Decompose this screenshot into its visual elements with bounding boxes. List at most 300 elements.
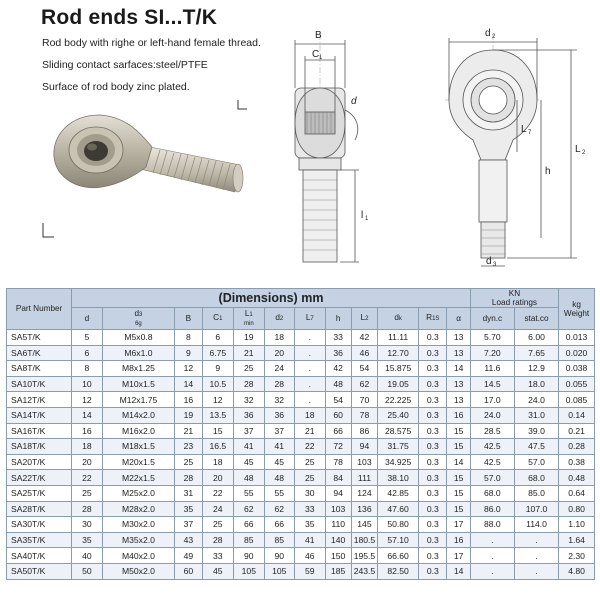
part-number-cell: SA25T/K (7, 485, 72, 501)
table-cell: 11.11 (378, 330, 419, 346)
table-cell: 114.0 (514, 517, 558, 533)
side-view (295, 34, 359, 262)
table-cell: 17.0 (470, 392, 514, 408)
dim-d-label: d (351, 96, 357, 107)
part-number-cell: SA12T/K (7, 392, 72, 408)
table-cell: 32 (264, 392, 294, 408)
table-cell: 68.0 (470, 485, 514, 501)
table-cell: 24 (264, 361, 294, 377)
table-cell: 45 (234, 454, 264, 470)
col-l1: L1 min (234, 308, 264, 330)
table-cell: 30 (72, 517, 102, 533)
table-cell: 33 (295, 501, 325, 517)
table-cell: 35 (175, 501, 202, 517)
table-cell: 60 (325, 407, 351, 423)
dim-h-label: h (545, 166, 551, 177)
table-cell: 14.5 (470, 376, 514, 392)
table-cell: . (295, 330, 325, 346)
table-cell: 88.0 (470, 517, 514, 533)
table-cell: 41 (295, 532, 325, 548)
table-cell: 39.0 (514, 423, 558, 439)
table-cell: 13 (447, 376, 470, 392)
table-cell: 86 (351, 423, 377, 439)
dim-l1-label: l (361, 210, 364, 221)
part-number-cell: SA50T/K (7, 563, 72, 579)
table-cell: 13.5 (202, 407, 234, 423)
table-cell: M22x1.5 (102, 470, 175, 486)
table-cell: 19.05 (378, 376, 419, 392)
table-cell: 11.6 (470, 361, 514, 377)
table-cell: 22 (72, 470, 102, 486)
table-cell: 18.0 (514, 376, 558, 392)
table-cell: 1.10 (559, 517, 595, 533)
header-load-ratings: KN Load ratings (470, 289, 558, 308)
table-cell: 78 (325, 454, 351, 470)
table-cell: 7.65 (514, 345, 558, 361)
table-cell: 185 (325, 563, 351, 579)
table-cell: 12.9 (514, 361, 558, 377)
table-row (7, 548, 595, 564)
table-cell: 28.575 (378, 423, 419, 439)
table-cell: 54 (325, 392, 351, 408)
table-cell: 37 (175, 517, 202, 533)
table-cell: 24.0 (470, 407, 514, 423)
table-cell: M18x1.5 (102, 439, 175, 455)
table-cell: 110 (325, 517, 351, 533)
dim-l2-label: L (575, 144, 581, 155)
table-cell: 34.925 (378, 454, 419, 470)
table-cell: 62 (234, 501, 264, 517)
table-cell: M28x2.0 (102, 501, 175, 517)
table-cell: 45 (264, 454, 294, 470)
dim-d3-sub: 3 (493, 262, 497, 268)
table-cell: 0.3 (419, 501, 447, 517)
table-row (7, 563, 595, 579)
table-cell: 15 (447, 485, 470, 501)
corner-mark-top (238, 100, 247, 109)
table-cell: 13 (447, 345, 470, 361)
table-cell: M40x2.0 (102, 548, 175, 564)
table-cell: 78 (351, 407, 377, 423)
table-cell: . (514, 563, 558, 579)
col-d3: d3 6g (102, 308, 175, 330)
table-cell: 9 (202, 361, 234, 377)
col-stat-co: stat.co (514, 308, 558, 330)
table-cell: 140 (325, 532, 351, 548)
table-cell: 12 (72, 392, 102, 408)
part-number-cell: SA28T/K (7, 501, 72, 517)
table-cell: 42 (325, 361, 351, 377)
table-body (7, 330, 595, 580)
table-cell: 103 (351, 454, 377, 470)
table-cell: 16 (175, 392, 202, 408)
table-cell: 21 (295, 423, 325, 439)
table-cell: 0.013 (559, 330, 595, 346)
table-cell: 25 (175, 454, 202, 470)
table-cell: 31.75 (378, 439, 419, 455)
table-cell: 8 (175, 330, 202, 346)
part-number-cell: SA20T/K (7, 454, 72, 470)
table-row (7, 517, 595, 533)
part-number-cell: SA6T/K (7, 345, 72, 361)
table-cell: 0.38 (559, 454, 595, 470)
table-cell: 0.3 (419, 376, 447, 392)
table-cell: 0.64 (559, 485, 595, 501)
part-number-cell: SA35T/K (7, 532, 72, 548)
table-cell: 0.3 (419, 485, 447, 501)
table-cell: 28 (202, 532, 234, 548)
corner-mark-bottom (43, 223, 54, 237)
table-cell: 10 (72, 376, 102, 392)
rod-eye-head (54, 115, 152, 188)
table-cell: 66 (325, 423, 351, 439)
dim-l2-sub: 2 (582, 150, 586, 156)
table-cell: 84 (325, 470, 351, 486)
description-line-3: Surface of rod body zinc plated. (42, 81, 190, 93)
table-cell: 21 (175, 423, 202, 439)
table-cell: 6 (202, 330, 234, 346)
dim-l7-label: L (521, 124, 527, 135)
table-cell: M6x1.0 (102, 345, 175, 361)
table-cell: 105 (234, 563, 264, 579)
table-cell: 19 (175, 407, 202, 423)
table-cell: 103 (325, 501, 351, 517)
table-cell: 18 (295, 407, 325, 423)
part-number-cell: SA8T/K (7, 361, 72, 377)
description-line-1: Rod body with righe or left-hand female thread. (42, 37, 261, 49)
table-cell: 0.3 (419, 330, 447, 346)
table-cell: M35x2.0 (102, 532, 175, 548)
table-cell: 0.3 (419, 407, 447, 423)
table-cell: . (470, 563, 514, 579)
table-cell: 31 (175, 485, 202, 501)
dim-d2-sub: 2 (492, 34, 496, 40)
table-cell: 37 (264, 423, 294, 439)
table-cell: 90 (264, 548, 294, 564)
table-row (7, 376, 595, 392)
col-r1s: R1S (419, 308, 447, 330)
part-number-cell: SA18T/K (7, 439, 72, 455)
table-cell: 32 (234, 392, 264, 408)
table-cell: 46 (295, 548, 325, 564)
table-cell: M20x1.5 (102, 454, 175, 470)
table-cell: 22 (202, 485, 234, 501)
table-row (7, 392, 595, 408)
table-cell: 57.0 (470, 470, 514, 486)
col-b: B (175, 308, 202, 330)
table-cell: 20 (202, 470, 234, 486)
table-cell: 12.70 (378, 345, 419, 361)
table-cell: 28 (72, 501, 102, 517)
table-cell: 35 (72, 532, 102, 548)
table-cell: 105 (264, 563, 294, 579)
table-cell: 0.020 (559, 345, 595, 361)
table-cell: 31.0 (514, 407, 558, 423)
table-cell: 85 (234, 532, 264, 548)
table-cell: 0.28 (559, 439, 595, 455)
table-cell: 28 (264, 376, 294, 392)
table-cell: 0.038 (559, 361, 595, 377)
table-cell: 28.5 (470, 423, 514, 439)
table-cell: 145 (351, 517, 377, 533)
table-row (7, 345, 595, 361)
col-dk: dk (378, 308, 419, 330)
table-cell: 18 (264, 330, 294, 346)
table-cell: 14 (447, 454, 470, 470)
table-cell: 195.5 (351, 548, 377, 564)
table-cell: 25.40 (378, 407, 419, 423)
table-cell: 42 (351, 330, 377, 346)
table-cell: 62 (351, 376, 377, 392)
table-cell: M14x2.0 (102, 407, 175, 423)
table-cell: 6.75 (202, 345, 234, 361)
table-row (7, 330, 595, 346)
table-cell: M30x2.0 (102, 517, 175, 533)
table-cell: 48 (234, 470, 264, 486)
table-cell: 35 (295, 517, 325, 533)
column-header-row (7, 308, 595, 330)
table-cell: 0.14 (559, 407, 595, 423)
table-cell: 42.85 (378, 485, 419, 501)
table-cell: 18 (72, 439, 102, 455)
part-number-cell: SA14T/K (7, 407, 72, 423)
table-row (7, 423, 595, 439)
table-cell: 85 (264, 532, 294, 548)
table-cell: 0.3 (419, 454, 447, 470)
table-cell: 66.60 (378, 548, 419, 564)
table-cell: 60 (175, 563, 202, 579)
table-cell: 47.5 (514, 439, 558, 455)
table-cell: 28 (234, 376, 264, 392)
table-cell: 41 (234, 439, 264, 455)
table-cell: M16x2.0 (102, 423, 175, 439)
table-cell: 16 (447, 532, 470, 548)
table-cell: M12x1.75 (102, 392, 175, 408)
table-cell: 36 (234, 407, 264, 423)
table-cell: 24.0 (514, 392, 558, 408)
table-cell: M25x2.0 (102, 485, 175, 501)
table-cell: 13 (447, 330, 470, 346)
table-cell: 14 (447, 563, 470, 579)
table-cell: 66 (234, 517, 264, 533)
table-cell: 42.5 (470, 454, 514, 470)
part-number-cell: SA10T/K (7, 376, 72, 392)
table-cell: 66 (264, 517, 294, 533)
dim-b-label: B (315, 30, 322, 41)
table-cell: 48 (325, 376, 351, 392)
table-cell: 7.20 (470, 345, 514, 361)
table-cell: 62 (264, 501, 294, 517)
dim-d2-label: d (485, 28, 491, 39)
col-alpha: α (447, 308, 470, 330)
part-number-cell: SA16T/K (7, 423, 72, 439)
table-cell: 72 (325, 439, 351, 455)
table-cell: 12 (175, 361, 202, 377)
table-cell: 70 (351, 392, 377, 408)
technical-drawing (285, 20, 597, 270)
table-cell: 38.10 (378, 470, 419, 486)
table-cell: . (295, 376, 325, 392)
table-cell: . (470, 532, 514, 548)
table-cell: . (295, 392, 325, 408)
table-row (7, 501, 595, 517)
table-cell: M50x2.0 (102, 563, 175, 579)
table-cell: 0.3 (419, 345, 447, 361)
table-cell: M10x1.5 (102, 376, 175, 392)
rod-end-photo (40, 95, 270, 245)
description-line-2: Sliding contact sarfaces:steel/PTFE (42, 59, 208, 71)
table-cell: 111 (351, 470, 377, 486)
table-cell: . (514, 548, 558, 564)
table-cell: 15.875 (378, 361, 419, 377)
table-cell: 1.64 (559, 532, 595, 548)
table-cell: . (295, 361, 325, 377)
table-cell: 15 (202, 423, 234, 439)
col-d2: d2 (264, 308, 294, 330)
table-cell: 10.5 (202, 376, 234, 392)
table-cell: 8 (72, 361, 102, 377)
table-cell: 13 (447, 392, 470, 408)
header-weight: kg Weight (559, 289, 595, 330)
table-row (7, 439, 595, 455)
header-dimensions: (Dimensions) mm (72, 289, 471, 308)
col-dyn-c: dyn.c (470, 308, 514, 330)
table-cell: 36 (264, 407, 294, 423)
table-cell: 0.80 (559, 501, 595, 517)
front-view (445, 34, 577, 266)
table-cell: 0.3 (419, 548, 447, 564)
table-cell: 0.085 (559, 392, 595, 408)
table-cell: 86.0 (470, 501, 514, 517)
table-cell: 20 (264, 345, 294, 361)
table-cell: 16 (72, 423, 102, 439)
table-cell: . (470, 548, 514, 564)
table-cell: 23 (175, 439, 202, 455)
table-cell: 22.225 (378, 392, 419, 408)
table-cell: 90 (234, 548, 264, 564)
table-cell: 150 (325, 548, 351, 564)
table-cell: 50.80 (378, 517, 419, 533)
table-cell: M5x0.8 (102, 330, 175, 346)
specification-table (6, 288, 595, 580)
part-number-cell: SA22T/K (7, 470, 72, 486)
table-cell: 0.48 (559, 470, 595, 486)
table-cell: 68.0 (514, 470, 558, 486)
table-cell: 5 (72, 330, 102, 346)
part-number-cell: SA5T/K (7, 330, 72, 346)
table-cell: 9 (175, 345, 202, 361)
table-cell: 21 (234, 345, 264, 361)
table-cell: 0.3 (419, 392, 447, 408)
table-cell: 57.0 (514, 454, 558, 470)
table-cell: 45 (202, 563, 234, 579)
header-part-number: Part Number (7, 289, 72, 330)
dim-l7-sub: 7 (528, 130, 532, 136)
table-cell: 4.80 (559, 563, 595, 579)
table-cell: 0.055 (559, 376, 595, 392)
table-cell: M8x1.25 (102, 361, 175, 377)
table-cell: 0.3 (419, 470, 447, 486)
table-cell: 25 (234, 361, 264, 377)
table-cell: 55 (234, 485, 264, 501)
dim-c1-label: C (312, 49, 320, 60)
dim-c1-sub: 1 (319, 55, 323, 61)
table-cell: 54 (351, 361, 377, 377)
table-cell: 243.5 (351, 563, 377, 579)
table-cell: 46 (351, 345, 377, 361)
table-cell: 17 (447, 548, 470, 564)
table-cell: 25 (295, 454, 325, 470)
table-cell: 14 (72, 407, 102, 423)
table-cell: 17 (447, 517, 470, 533)
table-cell: 15 (447, 439, 470, 455)
table-cell: 19 (234, 330, 264, 346)
table-cell: 20 (72, 454, 102, 470)
table-cell: 0.21 (559, 423, 595, 439)
part-number-cell: SA30T/K (7, 517, 72, 533)
table-cell: 0.3 (419, 361, 447, 377)
table-cell: 124 (351, 485, 377, 501)
table-row (7, 361, 595, 377)
table-cell: 18 (202, 454, 234, 470)
table-cell: 15 (447, 423, 470, 439)
table-row (7, 407, 595, 423)
dim-d3-label: d (486, 256, 492, 267)
table-cell: 14 (447, 361, 470, 377)
table-cell: 59 (295, 563, 325, 579)
table-cell: 180.5 (351, 532, 377, 548)
table-row (7, 532, 595, 548)
table-cell: 43 (175, 532, 202, 548)
table-cell: 6 (72, 345, 102, 361)
table-cell: 94 (325, 485, 351, 501)
table-cell: 0.3 (419, 423, 447, 439)
table-cell: 107.0 (514, 501, 558, 517)
table-cell: 25 (72, 485, 102, 501)
col-l2: L2 (351, 308, 377, 330)
table-cell: 16.5 (202, 439, 234, 455)
col-l7: L7 (295, 308, 325, 330)
table-cell: 48 (264, 470, 294, 486)
page-title: Rod ends SI...T/K (41, 6, 218, 29)
table-cell: 49 (175, 548, 202, 564)
table-cell: 2.30 (559, 548, 595, 564)
table-cell: 0.3 (419, 532, 447, 548)
table-cell: 37 (234, 423, 264, 439)
table-cell: 16 (447, 407, 470, 423)
table-row (7, 485, 595, 501)
table-cell: . (514, 532, 558, 548)
table-cell: 57.10 (378, 532, 419, 548)
table-cell: 15 (447, 501, 470, 517)
table-cell: 33 (325, 330, 351, 346)
table-row (7, 470, 595, 486)
table-cell: 42.5 (470, 439, 514, 455)
col-h: h (325, 308, 351, 330)
table-cell: 25 (295, 470, 325, 486)
table-cell: 0.3 (419, 439, 447, 455)
table-cell: 24 (202, 501, 234, 517)
table-cell: 25 (202, 517, 234, 533)
table-cell: 6.00 (514, 330, 558, 346)
table-cell: 41 (264, 439, 294, 455)
col-c1: C1 (202, 308, 234, 330)
table-cell: 0.3 (419, 563, 447, 579)
table-cell: 0.3 (419, 517, 447, 533)
table-cell: . (295, 345, 325, 361)
table-cell: 50 (72, 563, 102, 579)
table-cell: 47.60 (378, 501, 419, 517)
